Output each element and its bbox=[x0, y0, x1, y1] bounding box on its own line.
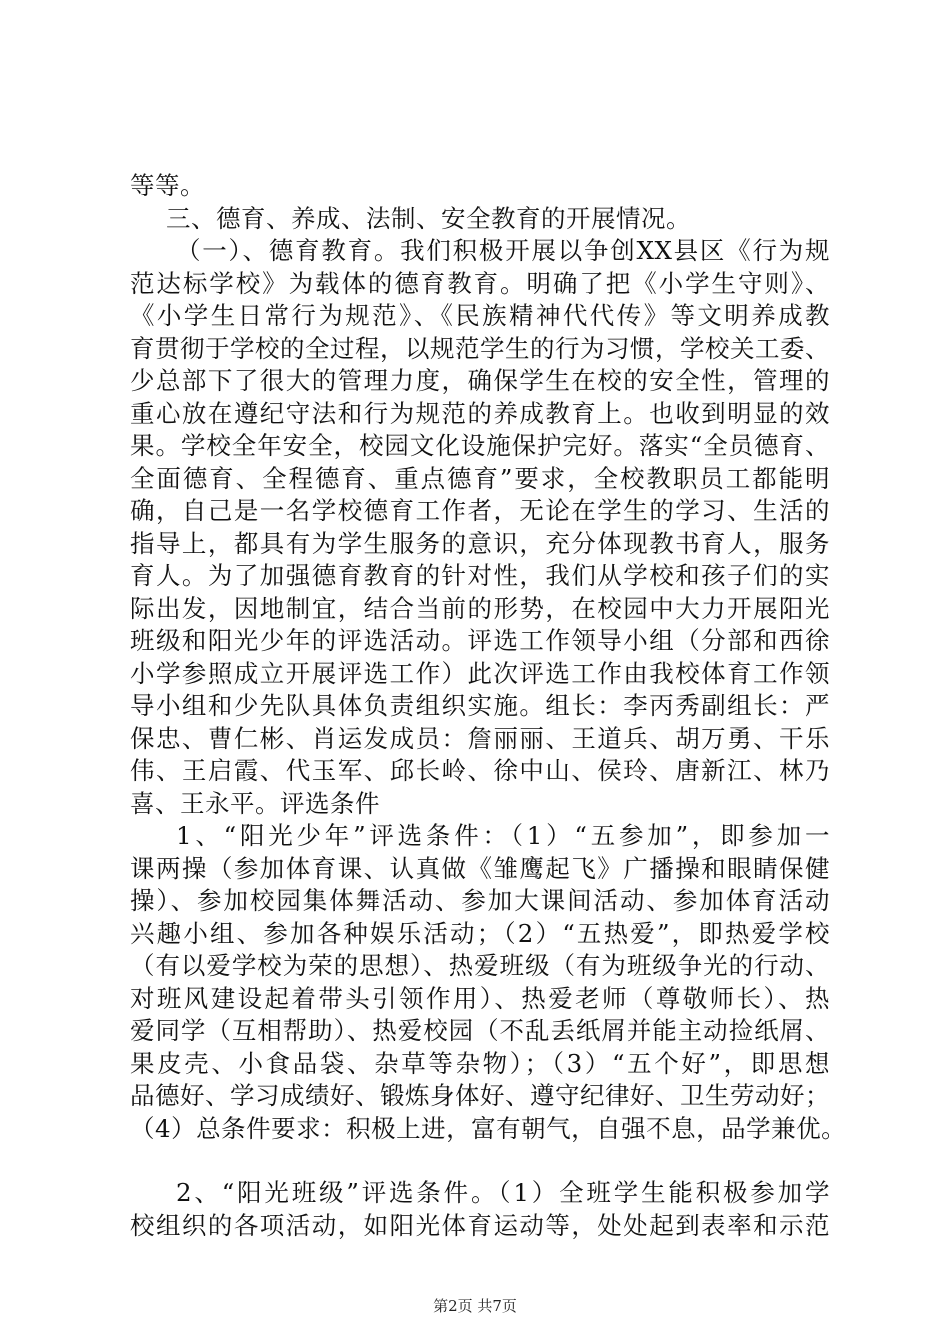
text-line: 小学参照成立开展评选工作）此次评选工作由我校体育工作领 bbox=[130, 658, 830, 688]
text-line: （有以爱学校为荣的思想）、热爱班级（有为班级争光的行动、 bbox=[130, 951, 830, 980]
text-line: 范达标学校》为载体的德育教育。明确了把《小学生守则》、 bbox=[130, 268, 830, 298]
text-line: 育人。为了加强德育教育的针对性，我们从学校和孩子们的实 bbox=[130, 561, 830, 590]
text-line: 2、“阳光班级”评选条件。（1）全班学生能积极参加学 bbox=[176, 1178, 830, 1207]
text-line: 对班风建设起着带头引领作用）、热爱老师（尊敬师长）、热 bbox=[130, 983, 830, 1013]
text-line: 全面德育、全程德育、重点德育”要求，全校教职员工都能明 bbox=[130, 463, 830, 493]
text-line: 校组织的各项活动，如阳光体育运动等，处处起到表率和示范 bbox=[130, 1210, 830, 1240]
text-line: 伟、王启霞、代玉军、邱长岭、徐中山、侯玲、唐新江、林乃 bbox=[130, 756, 830, 785]
text-line: （一）、德育教育。我们积极开展以争创XX县区《行为规 bbox=[176, 236, 830, 265]
text-line: 指导上，都具有为学生服务的意识，充分体现教书育人，服务 bbox=[130, 528, 830, 558]
text-line: 确，自己是一名学校德育工作者，无论在学生的学习、生活的 bbox=[130, 496, 830, 525]
text-line: 喜、王永平。评选条件 bbox=[130, 788, 380, 818]
text-line: 少总部下了很大的管理力度，确保学生在校的安全性，管理的 bbox=[130, 366, 830, 395]
text-line: 等等。 bbox=[130, 171, 205, 200]
section-heading: 三、德育、养成、法制、安全教育的开展情况。 bbox=[166, 203, 691, 233]
text-line: 际出发，因地制宜，结合当前的形势，在校园中大力开展阳光 bbox=[130, 593, 830, 623]
text-line: 课两操（参加体育课、认真做《雏鹰起飞》广播操和眼睛保健 bbox=[130, 853, 830, 883]
text-line: 1、“阳光少年”评选条件：（1）“五参加”，即参加一 bbox=[176, 821, 830, 850]
text-line: 爱同学（互相帮助）、热爱校园（不乱丢纸屑并能主动捡纸屑、 bbox=[130, 1016, 830, 1045]
text-line: 育贯彻于学校的全过程，以规范学生的行为习惯，学校关工委、 bbox=[130, 333, 830, 363]
text-line: 保忠、曹仁彬、肖运发成员：詹丽丽、王道兵、胡万勇、干乐 bbox=[130, 723, 830, 753]
text-line: 操）、参加校园集体舞活动、参加大课间活动、参加体育活动 bbox=[130, 886, 830, 915]
paragraph-gap bbox=[130, 1145, 830, 1177]
text-line: 重心放在遵纪守法和行为规范的养成教育上。也收到明显的效 bbox=[130, 398, 830, 428]
text-line: 兴趣小组、参加各种娱乐活动；（2）“五热爱”，即热爱学校 bbox=[130, 918, 830, 948]
text-line: 班级和阳光少年的评选活动。评选工作领导小组（分部和西徐 bbox=[130, 626, 830, 655]
text-line: 导小组和少先队具体负责组织实施。组长：李丙秀副组长：严 bbox=[130, 691, 830, 720]
text-line: 《小学生日常行为规范》、《民族精神代代传》等文明养成教 bbox=[130, 301, 830, 330]
document-body bbox=[130, 170, 847, 1242]
text-line: 果皮壳、小食品袋、杂草等杂物）；（3）“五个好”，即思想 bbox=[130, 1048, 830, 1078]
page-number-footer: 第2页 共7页 bbox=[433, 1297, 517, 1315]
text-line: （4）总条件要求：积极上进，富有朝气，自强不息，品学兼优。 bbox=[130, 1113, 847, 1143]
text-line: 果。学校全年安全，校园文化设施保护完好。落实“全员德育、 bbox=[130, 431, 830, 460]
text-line: 品德好、学习成绩好、锻炼身体好、遵守纪律好、卫生劳动好； bbox=[130, 1081, 830, 1110]
